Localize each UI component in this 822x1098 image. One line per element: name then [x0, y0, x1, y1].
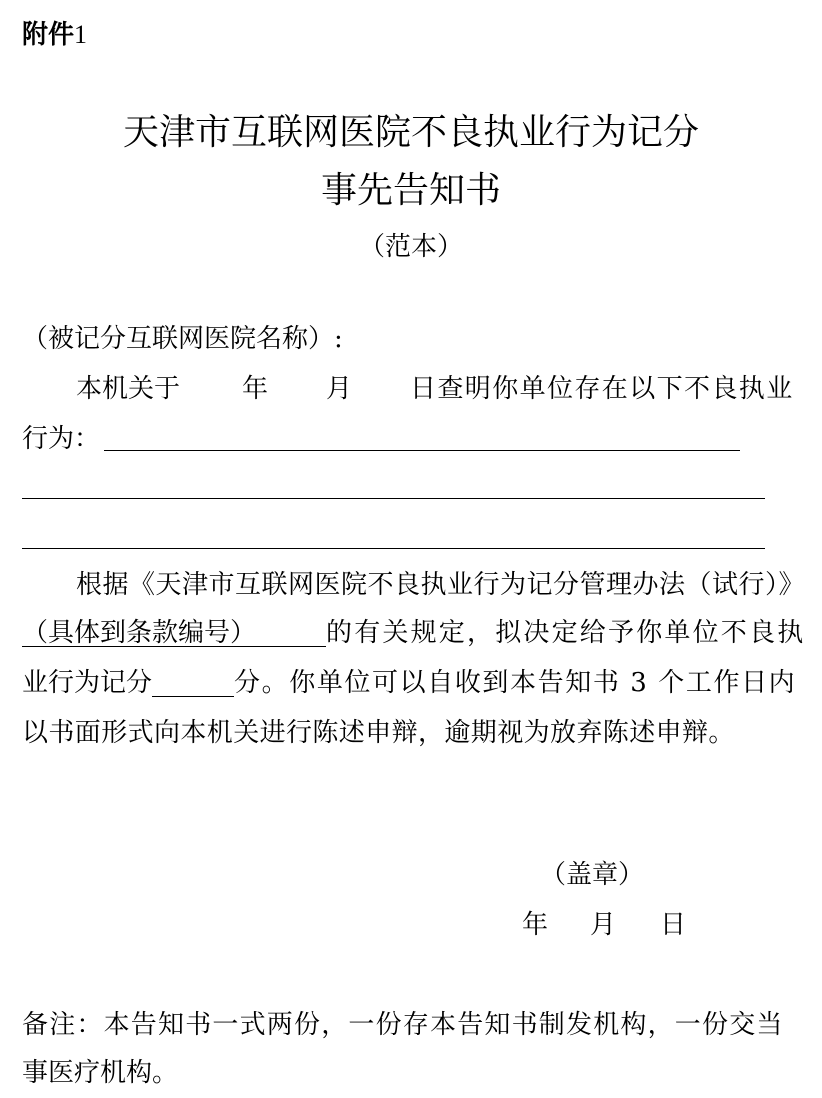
para2-clause-block: [22, 620, 805, 647]
document-sample-mark: （范本）: [358, 232, 463, 262]
score-fill-line: [152, 670, 234, 697]
para2-line2-rest: 的有关规定，拟决定给予你单位不良执: [326, 618, 806, 648]
addressee-line: （被记分互联网医院名称）:: [22, 324, 343, 354]
seal-label: （盖章）: [540, 860, 645, 890]
para2-clause: （具体到条款编号）: [22, 618, 257, 648]
attachment-text: 附件: [22, 20, 75, 50]
attachment-number: 1: [74, 20, 88, 49]
para1-behavior-label: 行为：: [22, 424, 101, 454]
signature-month: 月: [590, 910, 617, 940]
clause-underline: [22, 620, 326, 647]
para2-line3-rest: 分。你单位可以自收到本告知书 3 个工作日内: [234, 668, 797, 698]
behavior-fill-line-1: [104, 450, 740, 451]
para2-line3-prefix: 业行为记分: [22, 668, 153, 698]
para2-line4: 以书面形式向本机关进行陈述申辩，逾期视为放弃陈述申辩。: [22, 718, 735, 748]
para2-line1: 根据《天津市互联网医院不良执业行为记分管理办法（试行）》: [76, 570, 806, 600]
signature-year: 年: [522, 910, 549, 940]
para1-year: 年: [242, 374, 269, 404]
note-line1: 备注：本告知书一式两份，一份存本告知书制发机构，一份交当: [22, 1010, 784, 1040]
note-line2: 事医疗机构。: [22, 1058, 179, 1088]
behavior-fill-line-2: [22, 498, 765, 499]
para1-prefix: 本机关于: [76, 374, 181, 404]
signature-day: 日: [660, 910, 687, 940]
para2-line3: [22, 670, 796, 697]
para1-month: 月: [326, 374, 353, 404]
document-title-line2: 事先告知书: [320, 170, 501, 211]
behavior-fill-line-3: [22, 548, 765, 549]
attachment-label: [22, 14, 87, 51]
document-title-line1: 天津市互联网医院不良执业行为记分: [122, 112, 699, 153]
para1-day-text: 日查明你单位存在以下不良执业: [410, 374, 794, 404]
